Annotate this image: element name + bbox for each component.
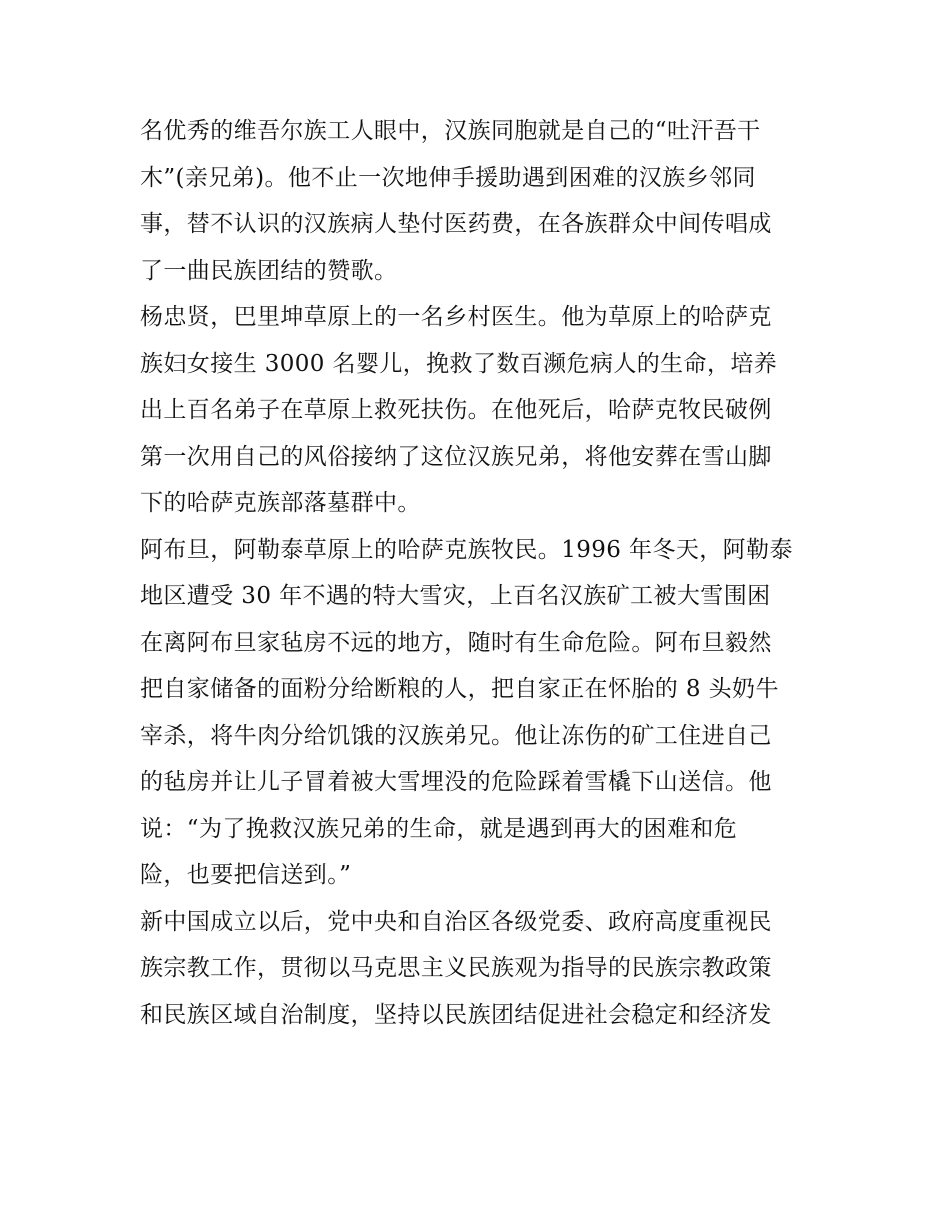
text-line: 第一次用自己的风俗接纳了这位汉族兄弟，将他安葬在雪山脚 <box>140 443 772 470</box>
text-line: 族妇女接生 3000 名婴儿，挽救了数百濒危病人的生命，培养 <box>140 350 778 377</box>
text-line: 宰杀，将牛肉分给饥饿的汉族弟兄。他让冻伤的矿工住进自己 <box>140 722 772 749</box>
text-line: 事，替不认识的汉族病人垫付医药费，在各族群众中间传唱成 <box>140 211 772 237</box>
text-line: 的毡房并让儿子冒着被大雪埋没的危险踩着雪橇下山送信。他 <box>140 769 772 795</box>
text-line: 新中国成立以后，党中央和自治区各级党委、政府高度重视民 <box>140 908 772 935</box>
text-line: 族宗教工作，贯彻以马克思主义民族观为指导的民族宗教政策 <box>140 955 772 981</box>
text-line: 了一曲民族团结的赞歌。 <box>140 257 398 284</box>
text-line: 把自家储备的面粉分给断粮的人，把自家正在怀胎的 8 头奶牛 <box>140 676 779 702</box>
text-line: 出上百名弟子在草原上救死扶伤。在他死后，哈萨克牧民破例 <box>140 397 772 423</box>
text-line: 木”(亲兄弟)。他不止一次地伸手援助遇到困难的汉族乡邻同 <box>140 164 756 191</box>
text-line: 下的哈萨克族部落墓群中。 <box>140 490 421 516</box>
text-line: 和民族区域自治制度，坚持以民族团结促进社会稳定和经济发 <box>140 1001 772 1028</box>
text-line: 险，也要把信送到。” <box>140 862 352 888</box>
text-line: 阿布旦，阿勒泰草原上的哈萨克族牧民。1996 年冬天，阿勒泰 <box>140 536 793 563</box>
body-text <box>140 108 830 1038</box>
text-line: 地区遭受 30 年不遇的特大雪灾，上百名汉族矿工被大雪围困 <box>140 583 771 609</box>
text-line: 说：“为了挽救汉族兄弟的生命，就是遇到再大的困难和危 <box>140 815 738 842</box>
text-line: 杨忠贤，巴里坤草原上的一名乡村医生。他为草原上的哈萨克 <box>140 304 772 330</box>
text-line: 名优秀的维吾尔族工人眼中，汉族同胞就是自己的“吐汗吾干 <box>140 118 761 144</box>
text-line: 在离阿布旦家毡房不远的地方，随时有生命危险。阿布旦毅然 <box>140 629 772 656</box>
